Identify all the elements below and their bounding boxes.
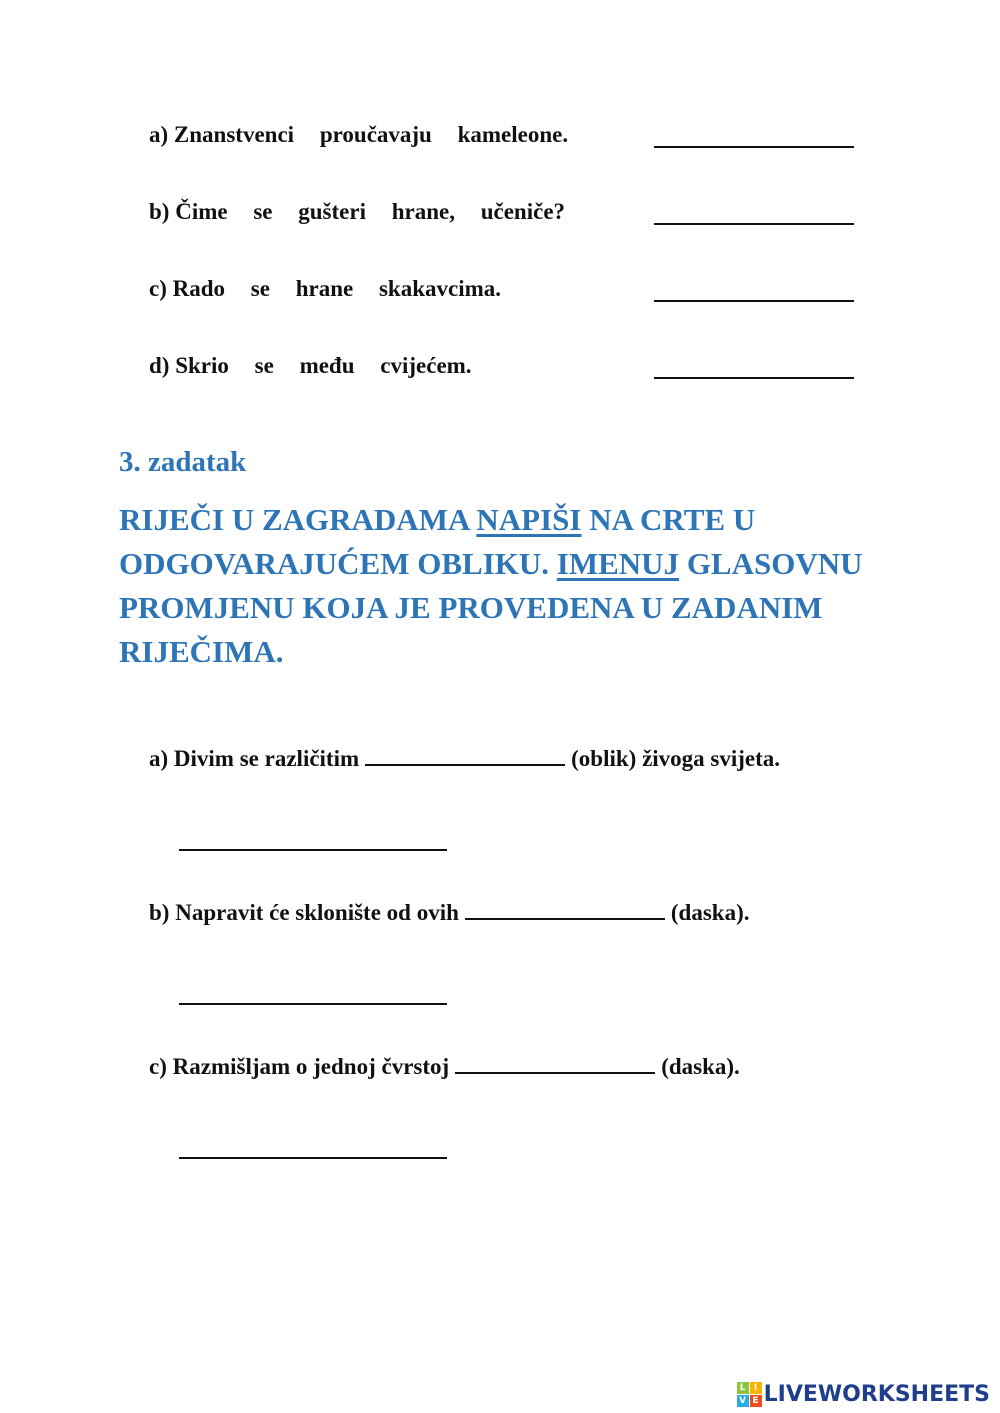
item-label: c) [149, 1054, 167, 1079]
ex3-item-b [149, 900, 750, 926]
word: se [250, 276, 270, 301]
word: Skrio [175, 353, 229, 378]
answer-blank-ex2-d[interactable] [654, 377, 854, 379]
item-label: a) [149, 122, 169, 147]
word: među [299, 353, 355, 378]
answer-blank-sound-change-a[interactable] [179, 849, 447, 851]
item-label: c) [149, 276, 167, 301]
item-label: d) [149, 353, 170, 378]
exercise-instruction [119, 498, 919, 674]
word: kameleone. [457, 122, 569, 147]
exercise-heading: 3. zadatak [119, 446, 247, 478]
word: Rado [172, 276, 226, 301]
sentence-start: Divim se različitim [173, 746, 360, 771]
sentence-end: (daska). [670, 900, 750, 925]
word: se [253, 199, 273, 224]
instruction-text: RIJEČI U ZAGRADAMA [119, 502, 477, 537]
sentence-end: (daska). [661, 1054, 740, 1079]
word: se [254, 353, 274, 378]
instruction-keyword: NAPIŠI [476, 502, 582, 537]
word: gušteri [298, 199, 366, 224]
word: hrane [295, 276, 354, 301]
instruction-keyword: IMENUJ [556, 546, 680, 581]
answer-blank-inline[interactable] [365, 762, 565, 766]
answer-blank-ex2-a[interactable] [654, 146, 854, 148]
answer-blank-sound-change-c[interactable] [179, 1157, 447, 1159]
sentence-start: Napravit će sklonište od ovih [175, 900, 459, 925]
item-label: b) [149, 199, 170, 224]
word: proučavaju [319, 122, 432, 147]
ex2-item-a [149, 122, 568, 148]
sentence-end: (oblik) živoga svijeta. [571, 746, 781, 771]
word: učeniče? [480, 199, 566, 224]
item-label: b) [149, 900, 170, 925]
logo-letter: V [737, 1395, 749, 1407]
item-label: a) [149, 746, 169, 771]
logo-letter: L [737, 1382, 749, 1394]
ex3-item-c [149, 1054, 740, 1080]
answer-blank-inline[interactable] [455, 1070, 655, 1074]
logo-text: LIVEWORKSHEETS [763, 1381, 990, 1407]
ex3-item-a [149, 746, 780, 772]
word: Znanstvenci [173, 122, 295, 147]
liveworksheets-logo [737, 1381, 990, 1407]
logo-mark-icon [737, 1382, 762, 1407]
word: cvijećem. [380, 353, 472, 378]
instruction-text: NA CRTE U ODGOVARAJUĆEM OBLIKU. [119, 502, 756, 581]
logo-letter: I [750, 1382, 762, 1394]
answer-blank-inline[interactable] [465, 916, 665, 920]
ex2-item-b [149, 199, 565, 225]
answer-blank-ex2-b[interactable] [654, 223, 854, 225]
answer-blank-ex2-c[interactable] [654, 300, 854, 302]
instruction-text: GLASOVNU PROMJENU KOJA JE PROVEDENA U ZADANIM RIJEČIMA. [119, 546, 863, 669]
ex2-item-d [149, 353, 472, 379]
logo-letter: E [750, 1395, 762, 1407]
word: Čime [175, 199, 228, 224]
sentence-start: Razmišljam o jednoj čvrstoj [172, 1054, 450, 1079]
ex2-item-c [149, 276, 501, 302]
answer-blank-sound-change-b[interactable] [179, 1003, 447, 1005]
word: skakavcima. [378, 276, 501, 301]
word: hrane, [391, 199, 455, 224]
